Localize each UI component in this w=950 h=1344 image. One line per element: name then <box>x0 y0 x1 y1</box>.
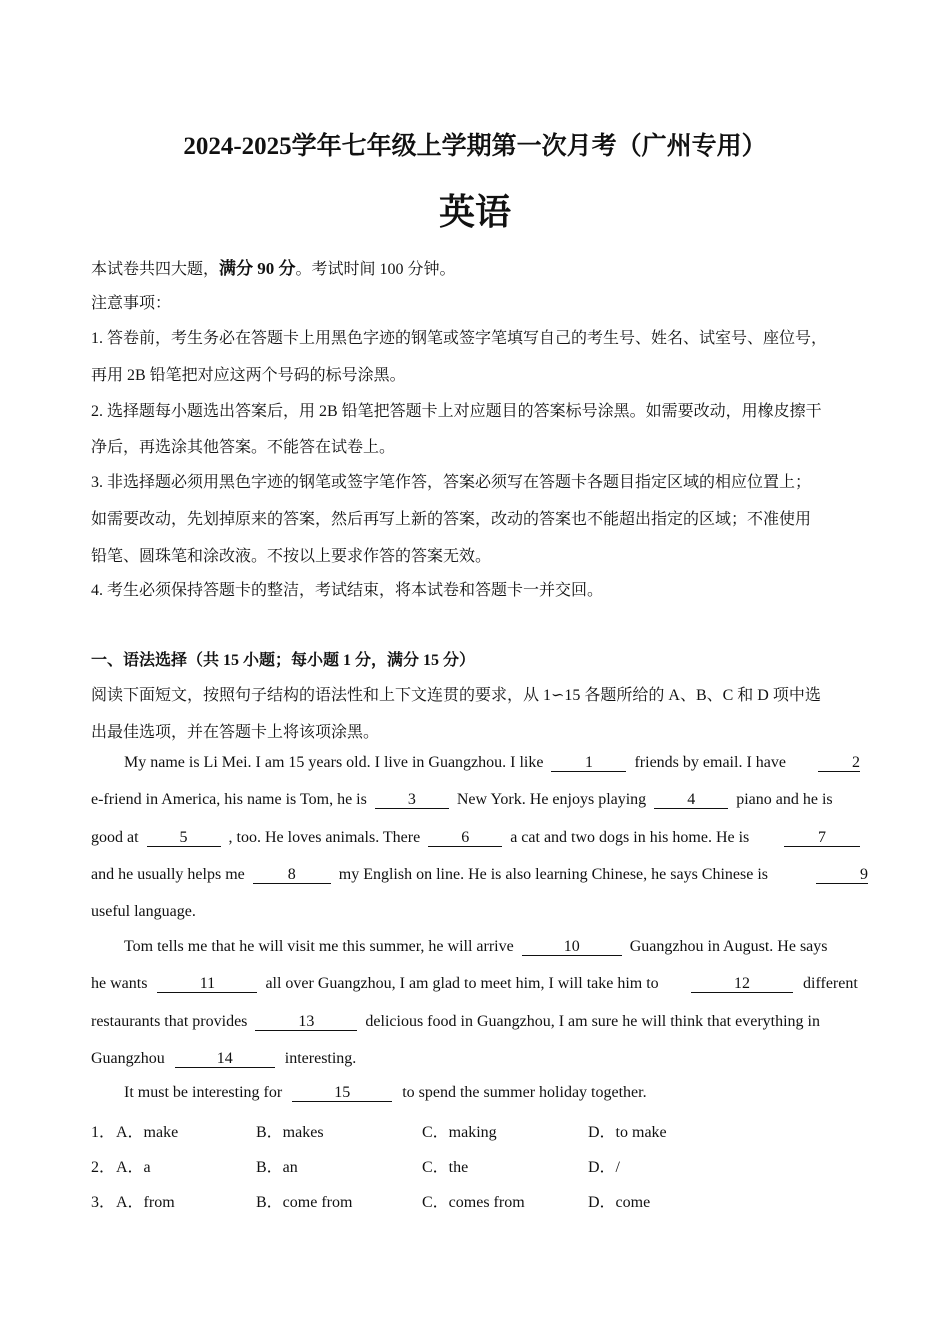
blank-6: 6 <box>428 830 502 847</box>
blank-9: 9 <box>816 867 868 884</box>
passage-line: Tom tells me that he will visit me this summer, he will arrive 10 Guangzhou in August. He says <box>124 938 828 955</box>
option-b[interactable]: B．come from <box>256 1194 353 1211</box>
passage-line: e-friend in America, his name is Tom, he is 3 New York. He enjoys playing 4 piano and he is <box>91 791 833 808</box>
blank-3: 3 <box>375 792 449 809</box>
passage-line: Guangzhou 14 interesting. <box>91 1050 357 1067</box>
passage-line: It must be interesting for 15 to spend the summer holiday together. <box>124 1084 647 1101</box>
passage-line: and he usually helps me 8 my English on line. He is also learning Chinese, he says Chinese is <box>91 866 769 883</box>
passage-line <box>816 866 868 884</box>
exam-intro <box>91 254 456 279</box>
notice-line: 净后，再选涂其他答案。不能答在试卷上。 <box>91 439 396 456</box>
notice-line: 3. 非选择题必须用黑色字迹的钢笔或签字笔作答，答案必须写在答题卡各题目指定区域的相应位置上； <box>91 474 812 491</box>
option-c[interactable]: C．comes from <box>422 1194 525 1211</box>
blank-12: 12 <box>691 976 793 993</box>
option-a[interactable]: A．a <box>116 1159 151 1176</box>
section-instructions: 阅读下面短文，按照句子结构的语法性和上下文连贯的要求，从 1∽15 各题所给的 A、B、C 和 D 项中选 <box>91 687 821 704</box>
option-d[interactable]: D．/ <box>588 1159 621 1176</box>
option-d[interactable]: D．to make <box>588 1124 667 1141</box>
blank-13: 13 <box>255 1014 357 1031</box>
notice-line: 4. 考生必须保持答题卡的整洁，考试结束，将本试卷和答题卡一并交回。 <box>91 582 604 599</box>
blank-7: 7 <box>784 830 860 847</box>
option-b[interactable]: B．an <box>256 1159 298 1176</box>
intro-time: 。考试时间 100 分钟。 <box>295 261 456 278</box>
option-c[interactable]: C．making <box>422 1124 497 1141</box>
blank-8: 8 <box>253 867 331 884</box>
blank-4: 4 <box>654 792 728 809</box>
section-heading: 一、语法选择（共 15 小题；每小题 1 分，满分 15 分） <box>91 652 476 669</box>
section-instructions: 出最佳选项，并在答题卡上将该项涂黑。 <box>91 724 380 741</box>
question-number: 2． <box>91 1159 116 1176</box>
question-row <box>91 1154 891 1174</box>
passage-line: he wants 11 all over Guangzhou, I am glad to meet him, I will take him to <box>91 975 659 992</box>
notice-line: 1. 答卷前，考生务必在答题卡上用黑色字迹的钢笔或签字笔填写自己的考生号、姓名、试室号、座位号， <box>91 330 828 347</box>
blank-11: 11 <box>157 976 257 993</box>
intro-text: 本试卷共四大题， <box>91 261 220 278</box>
option-a[interactable]: A．make <box>116 1124 179 1141</box>
passage-line <box>818 754 860 772</box>
blank-5: 5 <box>147 830 221 847</box>
option-d[interactable]: D．come <box>588 1194 651 1211</box>
notice-label: 注意事项： <box>91 295 172 312</box>
question-row <box>91 1189 891 1209</box>
blank-15: 15 <box>292 1085 392 1102</box>
option-a[interactable]: A．from <box>116 1194 175 1211</box>
blank-2: 2 <box>818 755 860 772</box>
passage-line <box>784 829 860 847</box>
passage-line: good at 5 , too. He loves animals. There 6 a cat and two dogs in his home. He is <box>91 829 750 846</box>
question-number: 3． <box>91 1194 116 1211</box>
passage-line: 12 different <box>691 975 858 993</box>
passage-line: restaurants that provides 13 delicious food in Guangzhou, I am sure he will think that everything in <box>91 1013 820 1030</box>
exam-title: 2024-2025学年七年级上学期第一次月考（广州专用） <box>183 133 767 160</box>
option-b[interactable]: B．makes <box>256 1124 324 1141</box>
notice-line: 2. 选择题每小题选出答案后，用 2B 铅笔把答题卡上对应题目的答案标号涂黑。如需要改动，用橡皮擦干 <box>91 403 822 420</box>
blank-10: 10 <box>522 939 622 956</box>
blank-1: 1 <box>551 755 626 772</box>
full-score: 满分 90 分 <box>219 259 296 278</box>
blank-14: 14 <box>175 1051 275 1068</box>
notice-line: 再用 2B 铅笔把对应这两个号码的标号涂黑。 <box>91 367 406 384</box>
question-row <box>91 1119 891 1139</box>
passage-line: useful language. <box>91 903 196 920</box>
notice-line: 如需要改动，先划掉原来的答案，然后再写上新的答案，改动的答案也不能超出指定的区域；不准使用 <box>91 511 812 528</box>
subject-title: 英语 <box>438 192 511 233</box>
option-c[interactable]: C．the <box>422 1159 469 1176</box>
passage-line: My name is Li Mei. I am 15 years old. I live in Guangzhou. I like 1 friends by email. I have <box>124 754 786 771</box>
question-number: 1． <box>91 1124 116 1141</box>
notice-line: 铅笔、圆珠笔和涂改液。不按以上要求作答的答案无效。 <box>91 548 492 565</box>
